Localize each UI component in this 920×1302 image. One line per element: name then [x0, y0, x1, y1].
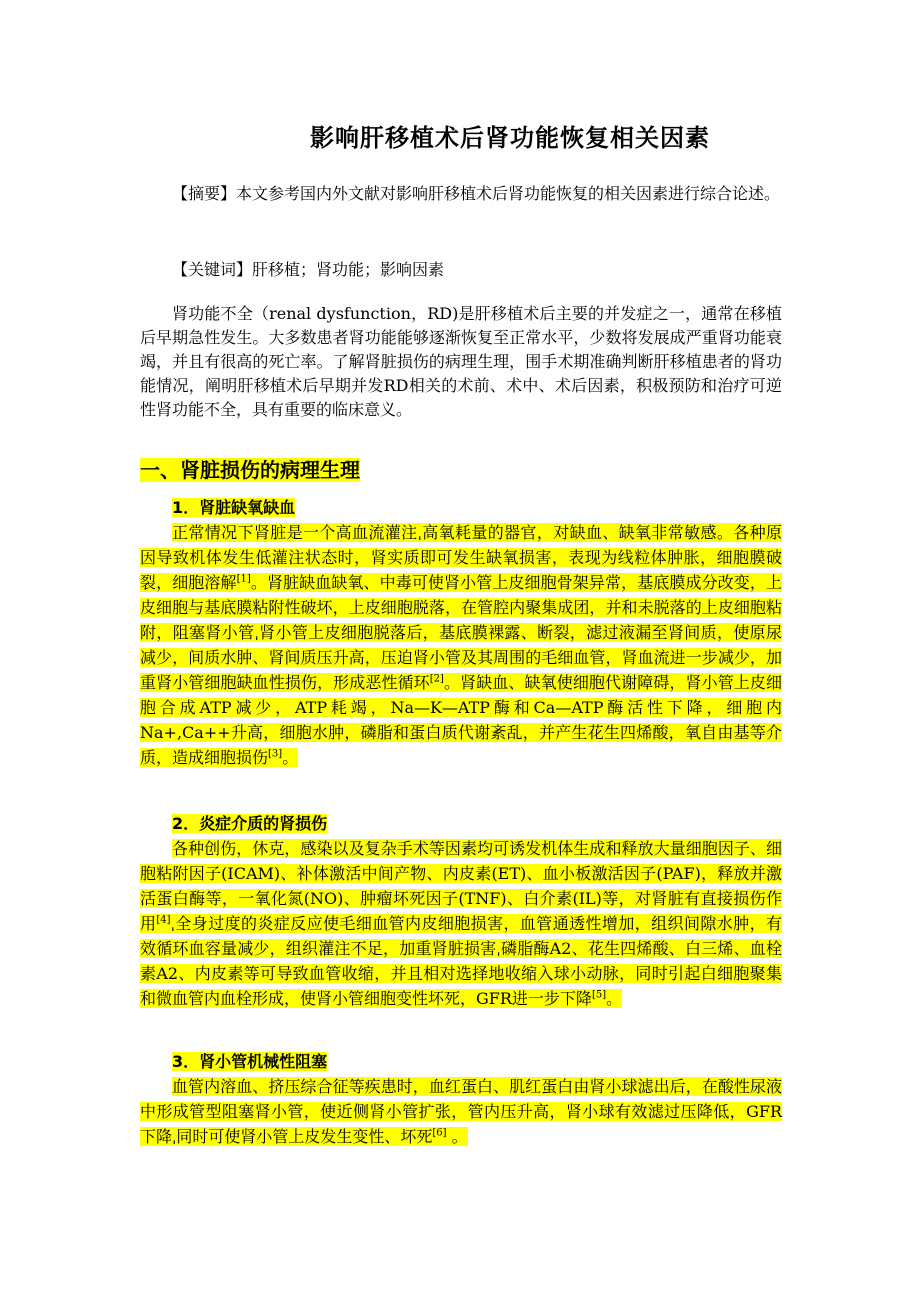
- subsection-heading-3: [140, 1050, 327, 1074]
- body-2-text-a: 各种创伤，休克，感染以及复杂手术等因素均可诱发机体生成和释放大量细胞因子、细胞粘附因子(ICAM)、补体激活中间产物、内皮素(ET)、血小板激活因子(PAF)，释放并激活蛋白酶等，一氧化氮(NO)、肿瘤坏死因子(TNF)、白介素(IL)等，对肾脏有直接损伤作用: [140, 839, 782, 933]
- subsection-body-1: [140, 520, 782, 770]
- body-3-text-a: 血管内溶血、挤压综合征等疾患时，血红蛋白、肌红蛋白由肾小球滤出后，在酸性尿液中形成管型阻塞肾小管，使近侧肾小管扩张，管内压升高，肾小球有效滤过压降低，GFR下降ˌ同时可使肾小管上皮发生变性、坏死: [140, 1077, 782, 1146]
- section-heading: [140, 456, 360, 484]
- citation-5: [5]: [591, 989, 607, 1001]
- citation-4: [4]: [156, 914, 171, 926]
- subsection-body-3: [140, 1074, 782, 1149]
- section-heading-text: 一、肾脏损伤的病理生理: [140, 458, 360, 482]
- document-title: 影响肝移植术后肾功能恢复相关因素: [310, 124, 710, 152]
- citation-3: [3]: [268, 748, 283, 760]
- body-2-text-c: 。: [606, 989, 623, 1008]
- subsection-heading-2-text: 2．炎症介质的肾损伤: [172, 814, 328, 833]
- body-1-text-a: 正常情况下肾脏是一个高血流灌注ˌ高氧耗量的器官，对缺血、缺氧非常敏感。各种原因导致机体发生低灌注状态时，肾实质即可发生缺氧损害，表现为线粒体肿胀，细胞膜破裂，细胞溶解: [140, 523, 782, 592]
- body-1-text-d: 。: [282, 748, 299, 767]
- citation-2: [2]: [429, 673, 444, 685]
- keywords-paragraph: 【关键词】肝移植；肾功能；影响因素: [172, 260, 445, 279]
- subsection-heading-3-text: 3．肾小管机械性阻塞: [172, 1052, 328, 1071]
- citation-6: [6]: [432, 1127, 447, 1139]
- citation-1: [1]: [236, 573, 251, 585]
- subsection-heading-2: [140, 812, 327, 836]
- body-1-text-b: 。肾脏缺血缺氧、中毒可使肾小管上皮细胞骨架异常，基底膜成分改变，上皮细胞与基底膜粘附性破坏，上皮细胞脱落，在管腔内聚集成团，并和未脱落的上皮细胞粘附，阻塞肾小管ˌ肾小管上皮细胞脱落后，基底膜裸露、断裂，滤过液漏至肾间质，使原尿减少，间质水肿、肾间质压升高，压迫肾小管及其周围的毛细血管，肾血流进一步减少，加重肾小管细胞缺血性损伤，形成恶性循环: [140, 573, 782, 692]
- body-2-text-b: ˌ全身过度的炎症反应使毛细血管内皮细胞损害，血管通透性增加，组织间隙水肿，有效循环血容量减少，组织灌注不足，加重肾脏损害ˌ磷脂酶A2、花生四烯酸、白三烯、血栓素A2、内皮素等可导致血管收缩，并且相对选择地收缩入球小动脉，同时引起白细胞聚集和微血管内血栓形成，使肾小管细胞变性坏死，GFR进一步下降: [140, 914, 782, 1008]
- intro-paragraph: 肾功能不全（renal dysfunction，RD)是肝移植术后主要的并发症之一，通常在移植后早期急性发生。大多数患者肾功能能够逐渐恢复至正常水平，少数将发展成严重肾功能衰竭，并且有很高的死亡率。了解肾脏损伤的病理生理，围手术期准确判断肝移植患者的肾功能情况，阐明肝移植术后早期并发RD相关的术前、术中、术后因素，积极预防和治疗可逆性肾功能不全，具有重要的临床意义。: [140, 304, 782, 419]
- abstract-paragraph: 【摘要】本文参考国内外文献对影响肝移植术后肾功能恢复的相关因素进行综合论述。: [172, 184, 781, 203]
- subsection-heading-1: [140, 496, 295, 520]
- subsection-body-2: [140, 836, 782, 1011]
- body-1-text-c: 。肾缺血、缺氧使细胞代谢障碍，肾小管上皮细胞合成ATP减少，ATP耗竭，Na—K—ATP酶和Ca—ATP酶活性下降，细胞内Na+,Ca++升高，细胞水肿，磷脂和蛋白质代谢紊乱，并产生花生四烯酸，氧自由基等介质，造成细胞损伤: [140, 673, 782, 767]
- subsection-heading-1-text: 1．肾脏缺氧缺血: [172, 498, 296, 517]
- body-3-text-b: 。: [446, 1127, 468, 1146]
